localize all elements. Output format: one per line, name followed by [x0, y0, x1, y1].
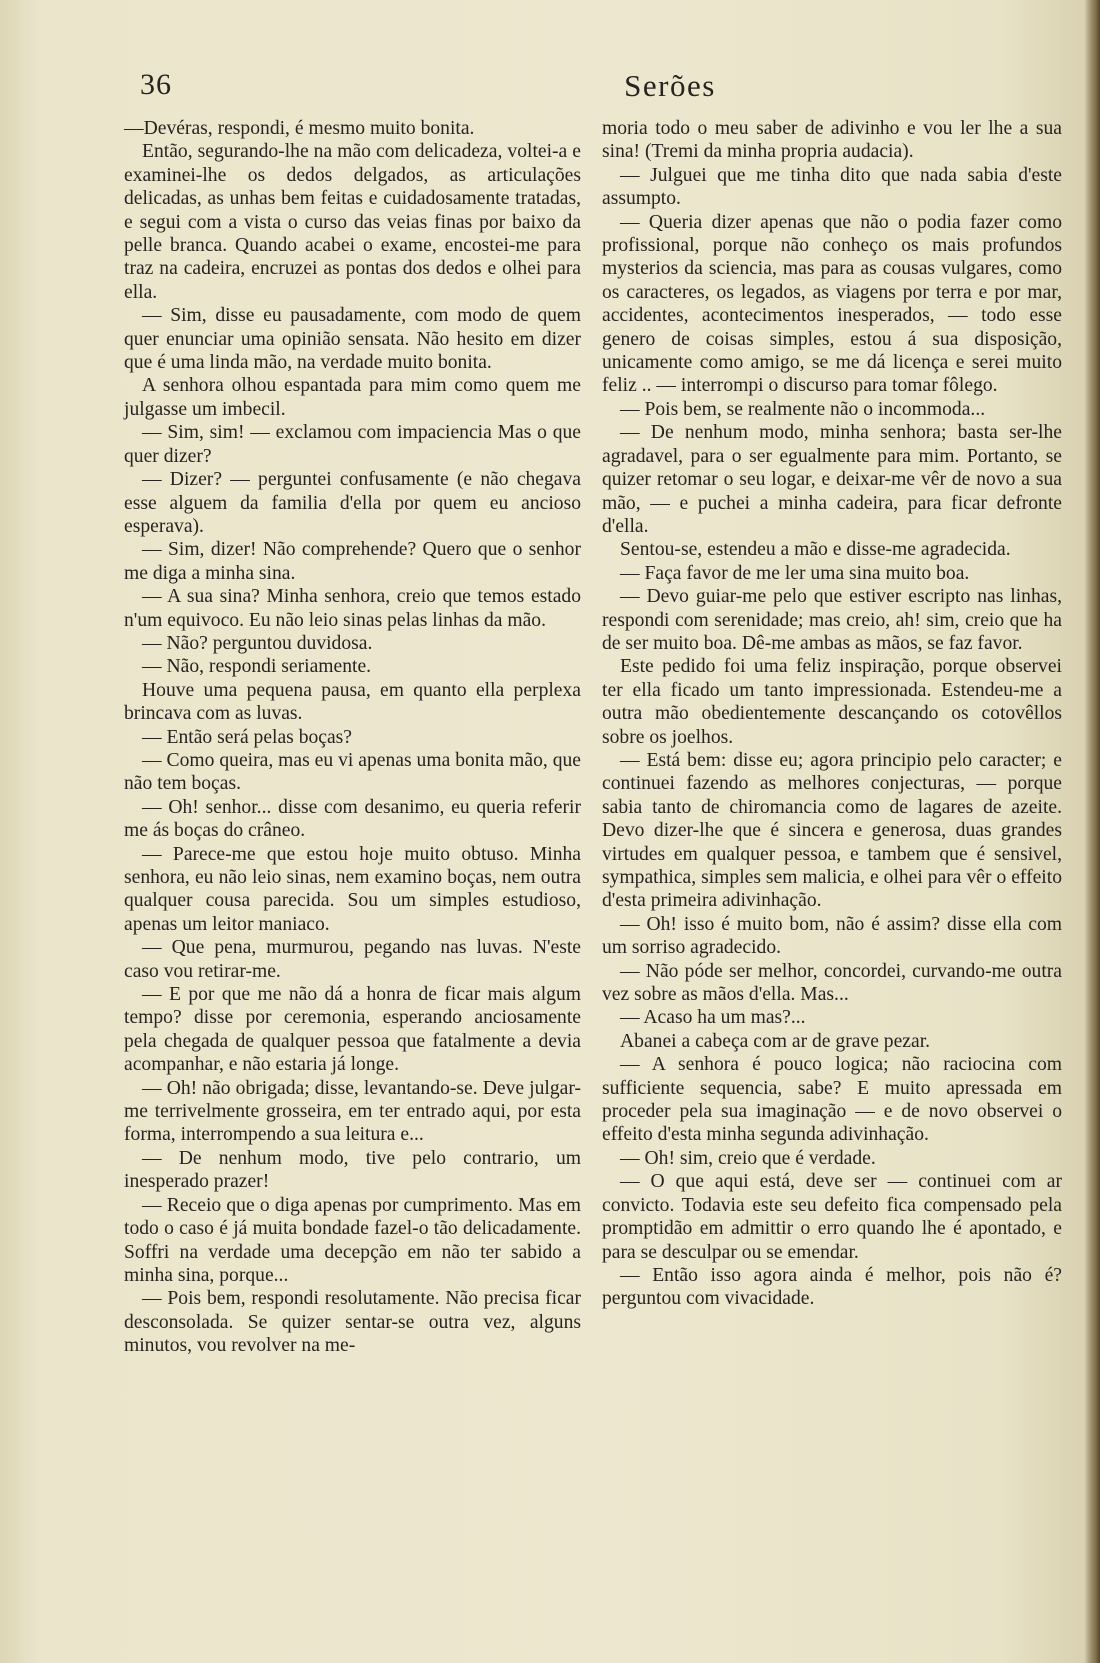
paragraph: — De nenhum modo, minha senhora; basta ser-lhe agradavel, para o ser egualmente para mim. Portanto, se quizer retomar o seu logar, e deixar-me vêr de novo a sua mão, — e puchei a minha cadeira, para ficar defronte d'ella.	[602, 422, 1062, 537]
paragraph: — O que aqui está, deve ser — continuei com ar convicto. Todavia este seu defeito fica compensado pela promptidão em admittir o erro quando lhe é apontado, e para se desculpar ou se emendar.	[602, 1171, 1062, 1263]
paragraph: — Sim, disse eu pausadamente, com modo de quem quer enunciar uma opinião sensata. Não hesito em dizer que é uma linda mão, na verdade muito bonita.	[124, 305, 581, 374]
paragraph: Este pedido foi uma feliz inspiração, porque observei ter ella ficado um tanto impressionada. Estendeu-me a outra mão obedientemente descançando os cotovêllos sobre os joelhos.	[602, 656, 1062, 748]
paragraph: Sentou-se, estendeu a mão e disse-me agradecida.	[620, 539, 1011, 561]
paragraph: — Receio que o diga apenas por cumprimento. Mas em todo o caso é já muita bondade fazel-o tão delicadamente. Soffri na verdade uma decepção em não ter sabido a minha sina, porque...	[124, 1194, 581, 1286]
paragraph: Houve uma pequena pausa, em quanto ella perplexa brincava com as luvas.	[124, 679, 581, 725]
paragraph: — Queria dizer apenas que não o podia fazer como profissional, porque não conheço os mais profundos mysterios da sciencia, mas para as cousas vulgares, como os caracteres, os legados, as viagens por terra e por mar, accidentes, acontecimentos inesperados, — todo esse genero de coisas simples, estou á sua disposição, unicamente como amigo, se me dá licença e serei muito feliz .. — interrompi o discurso para tomar fôlego.	[602, 211, 1062, 397]
paragraph: — Não, respondi seriamente.	[142, 656, 372, 678]
paragraph: — Acaso ha um mas?...	[620, 1007, 806, 1029]
paragraph: Abanei a cabeça com ar de grave pezar.	[620, 1030, 931, 1052]
paragraph: — Pois bem, respondi resolutamente. Não precisa ficar desconsolada. Se quizer sentar-se outra vez, alguns minutos, vou revolver na me-	[124, 1288, 581, 1357]
paragraph: — Não? perguntou duvidosa.	[142, 632, 373, 654]
paragraph: — Parece-me que estou hoje muito obtuso. Minha senhora, eu não leio sinas, nem examino boças, nem outra qualquer cousa parecida. Sou um simples estudioso, apenas um leitor maniaco.	[124, 843, 581, 935]
paragraph: — Oh! isso é muito bom, não é assim? disse ella com um sorriso agradecido.	[602, 913, 1062, 959]
paragraph: — Sim, sim! — exclamou com impaciencia Mas o que quer dizer?	[124, 422, 581, 467]
paragraph: A senhora olhou espantada para mim como quem me julgasse um imbecil.	[124, 375, 581, 420]
paragraph: — Está bem: disse eu; agora principio pelo caracter; e continuei fazendo as melhores conjecturas, — porque sabia tanto de chiromancia como de lagares de azeite. Devo dizer-lhe que é sincera e generosa, duas grandes virtudes em qualquer pessoa, e tambem que é sensivel, sympathica, simples sem malicia, e olhei para vêr o effeito d'esta primeira adivinhação.	[602, 749, 1062, 912]
paragraph: — Sim, dizer! Não comprehende? Quero que o senhor me diga a minha sina.	[124, 539, 581, 584]
paragraph: — Oh! sim, creio que é verdade.	[620, 1147, 876, 1169]
paragraph: — Como queira, mas eu vi apenas uma bonita mão, que não tem boças.	[124, 749, 581, 795]
paragraph: — Julguei que me tinha dito que nada sabia d'este assumpto.	[602, 164, 1062, 210]
page-header	[140, 68, 1070, 112]
paragraph: — Devo guiar-me pelo que estiver escripto nas linhas, respondi com serenidade; mas creio, ah! sim, creio que ha de ser muito boa. Dê-me ambas as mãos, se faz favor.	[602, 586, 1062, 654]
paragraph: — Oh! senhor... disse com desanimo, eu queria referir me ás boças do crâneo.	[124, 796, 581, 842]
paragraph: — Que pena, murmurou, pegando nas luvas. N'este caso vou retirar-me.	[124, 937, 581, 982]
running-title: Serões	[624, 68, 716, 103]
left-column	[124, 117, 581, 1358]
paragraph: — E por que me não dá a honra de ficar mais algum tempo? disse por ceremonia, esperando anciosamente pela chegada de qualquer pessoa que fatalmente a devia acompanhar, e não estaria já longe.	[124, 984, 581, 1076]
paragraph: — Não póde ser melhor, concordei, curvando-me outra vez sobre as mãos d'ella. Mas...	[602, 960, 1062, 1006]
paragraph: —Devéras, respondi, é mesmo muito bonita.	[124, 118, 475, 139]
paragraph: — Então será pelas boças?	[142, 726, 353, 748]
paragraph: moria todo o meu saber de adivinho e vou ler lhe a sua sina! (Tremi da minha propria audacia).	[602, 118, 1062, 163]
paragraph: — Oh! não obrigada; disse, levantando-se. Deve julgar-me terrivelmente grosseira, em ter entrado aqui, por esta forma, interrompendo a sua leitura e...	[124, 1077, 581, 1146]
page-edge-shadow	[1084, 0, 1100, 1663]
paragraph: — A senhora é pouco logica; não raciocina com sufficiente sequencia, sabe? E muito apressada em proceder pela sua imaginação — e de novo observei o effeito d'esta minha segunda adivinhação.	[602, 1054, 1062, 1146]
paragraph: — Dizer? — perguntei confusamente (e não chegava esse alguem da familia d'ella por quem eu ancioso esperava).	[124, 469, 581, 537]
paragraph: — Faça favor de me ler uma sina muito boa.	[620, 562, 970, 584]
paragraph: Então, segurando-lhe na mão com delicadeza, voltei-a e examinei-lhe os dedos delgados, as articulações delicadas, as unhas bem feitas e cuidadosamente tratadas, e segui com a vista o curso das veias finas por baixo da pelle branca. Quando acabei o exame, encostei-me para traz na cadeira, encruzei as pontas dos dedos e olhei para ella.	[124, 141, 581, 303]
paragraph: — De nenhum modo, tive pelo contrario, um inesperado prazer!	[124, 1147, 581, 1193]
page-number: 36	[140, 68, 172, 101]
paragraph: — A sua sina? Minha senhora, creio que temos estado n'um equivoco. Eu não leio sinas pelas linhas da mão.	[124, 586, 581, 631]
right-column	[602, 117, 1062, 1311]
paragraph: — Pois bem, se realmente não o incommoda...	[620, 398, 986, 420]
paragraph: — Então isso agora ainda é melhor, pois não é? perguntou com vivacidade.	[602, 1264, 1062, 1310]
